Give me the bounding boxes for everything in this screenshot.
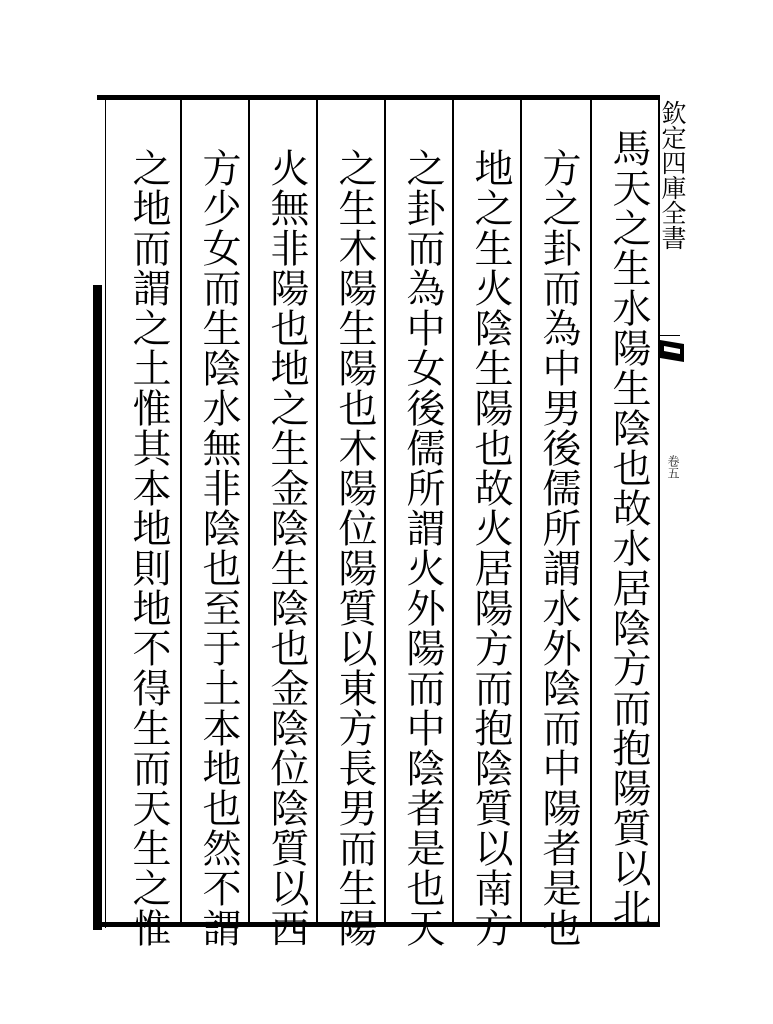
column-divider	[452, 100, 454, 925]
column-divider	[520, 100, 522, 925]
column-divider	[180, 100, 182, 925]
column-divider	[248, 100, 250, 925]
text-column-4: 之卦而為中女後儒所謂火外陽而中陰者是也天	[400, 148, 445, 948]
text-column-2: 方之卦而為中男後儒所謂水外陰而中陽者是也	[536, 148, 581, 948]
text-column-8: 之地而謂之土惟其本地則地不得生而天生之惟	[126, 148, 171, 948]
column-divider	[384, 100, 386, 925]
margin-rule	[660, 335, 680, 336]
margin-title: 欽定四庫全書	[658, 100, 687, 250]
left-margin-bar	[93, 285, 102, 930]
text-column-3: 地之生火陰生陽也故火居陽方而抱陰質以南方	[468, 148, 513, 948]
text-column-5: 之生木陽生陽也木陽位陽質以東方長男而生陽	[332, 148, 377, 948]
text-column-1: 馬天之生水陽生陰也故水居陰方而抱陽質以北	[606, 128, 651, 928]
column-divider	[590, 100, 592, 925]
text-column-7: 方少女而生陰水無非陰也至于土本地也然不謂	[196, 148, 241, 948]
fold-label: 卷五	[666, 455, 680, 479]
text-column-6: 火無非陽也地之生金陰生陰也金陰位陰質以西	[264, 148, 309, 948]
fish-tail-mark	[660, 340, 684, 362]
column-divider	[316, 100, 318, 925]
left-border-line	[105, 98, 106, 928]
